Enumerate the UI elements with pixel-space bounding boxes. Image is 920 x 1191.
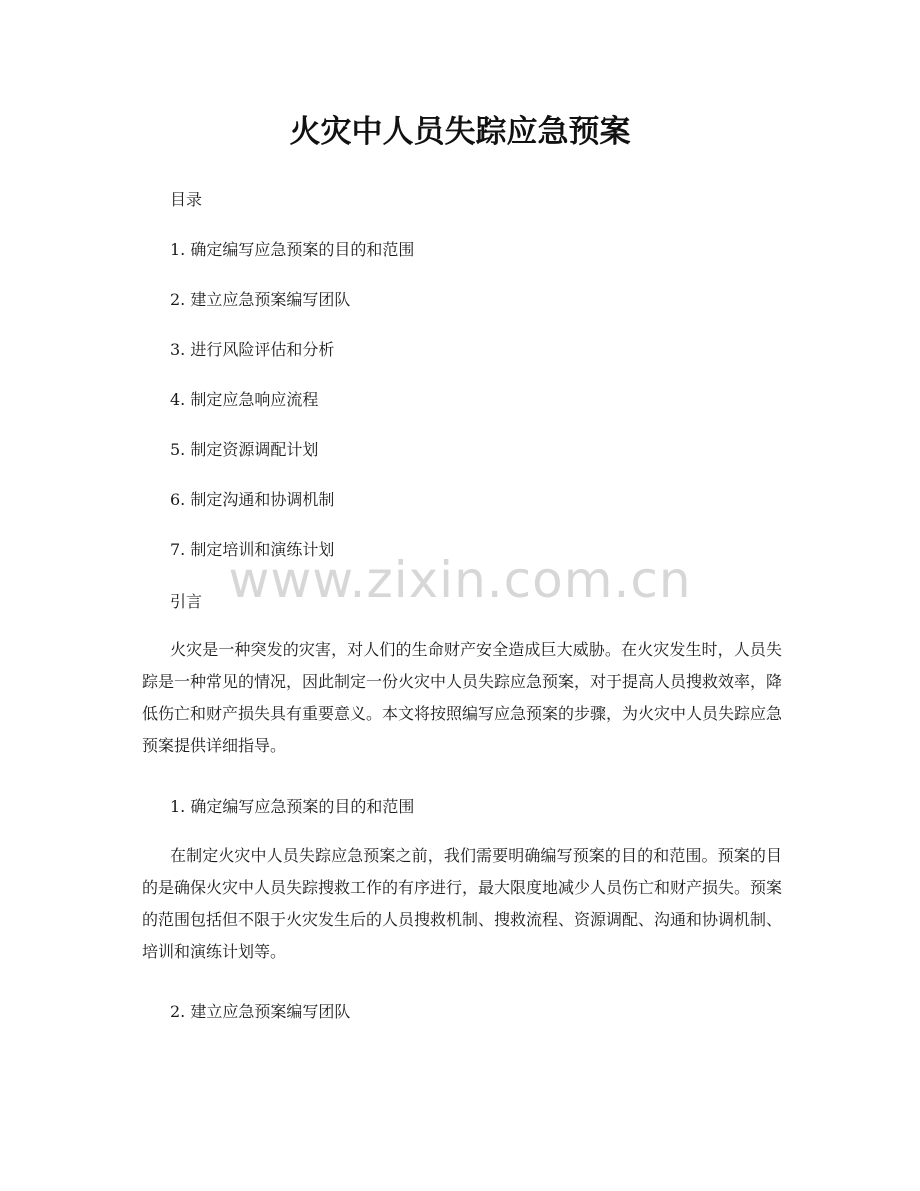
section-2-heading: 2. 建立应急预案编写团队 bbox=[170, 1002, 351, 1021]
toc-item-4: 4. 制定应急响应流程 bbox=[170, 390, 319, 409]
toc-item-6: 6. 制定沟通和协调机制 bbox=[170, 490, 335, 509]
intro-paragraph: 火灾是一种突发的灾害，对人们的生命财产安全造成巨大威胁。在火灾发生时，人员失踪是一种常见的情况，因此制定一份火灾中人员失踪应急预案，对于提高人员搜救效率，降低伤亡和财产损失具有重要意义。本文将按照编写应急预案的步骤，为火灾中人员失踪应急预案提供详细指导。 bbox=[142, 640, 783, 755]
section-1-paragraph: 在制定火灾中人员失踪应急预案之前，我们需要明确编写预案的目的和范围。预案的目的是确保火灾中人员失踪搜救工作的有序进行，最大限度地减少人员伤亡和财产损失。预案的范围包括但不限于火灾发生后的人员搜救机制、搜救流程、资源调配、沟通和协调机制、培训和演练计划等。 bbox=[142, 846, 783, 961]
toc-heading: 目录 bbox=[170, 190, 203, 209]
toc-item-7: 7. 制定培训和演练计划 bbox=[170, 540, 335, 559]
toc-item-2: 2. 建立应急预案编写团队 bbox=[170, 290, 351, 309]
document-title: 火灾中人员失踪应急预案 bbox=[289, 114, 631, 150]
intro-heading: 引言 bbox=[170, 592, 203, 611]
section-1-heading: 1. 确定编写应急预案的目的和范围 bbox=[170, 797, 415, 816]
toc-item-1: 1. 确定编写应急预案的目的和范围 bbox=[170, 240, 415, 259]
toc-item-5: 5. 制定资源调配计划 bbox=[170, 440, 319, 459]
watermark: www.zixin.com.cn bbox=[228, 551, 692, 609]
toc-item-3: 3. 进行风险评估和分析 bbox=[170, 340, 335, 359]
